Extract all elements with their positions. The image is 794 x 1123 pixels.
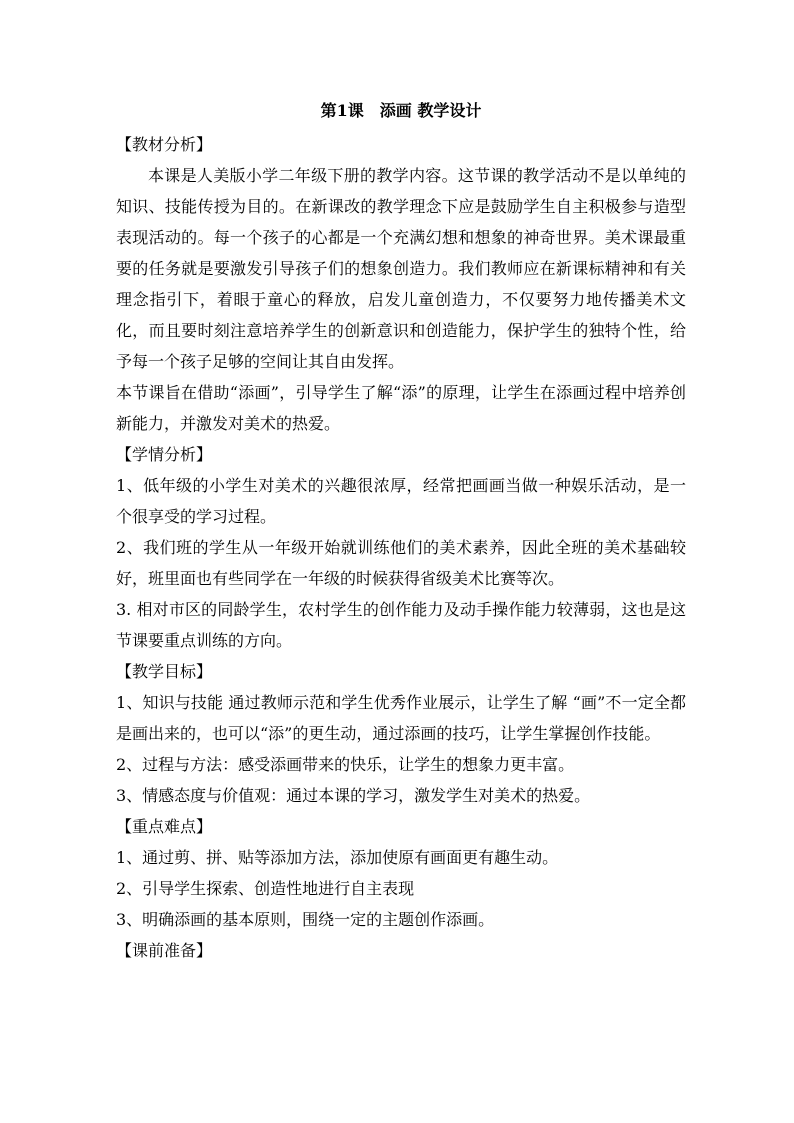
document-page (116, 96, 686, 966)
section-teaching-objectives (116, 656, 686, 811)
section-heading: 【课前准备】 (116, 941, 213, 960)
paragraph: 3、明确添画的基本原则，围绕一定的主题创作添画。 (116, 910, 495, 929)
paragraph: 3. 相对市区的同龄学生，农村学生的创作能力及动手操作能力较薄弱，这也是这节课要重点训练的方向。 (116, 600, 686, 650)
paragraph: 本节课旨在借助“添画”，引导学生了解“添”的原理，让学生在添画过程中培养创新能力，并激发对美术的热爱。 (116, 383, 686, 433)
section-heading: 【教材分析】 (116, 135, 213, 154)
paragraph: 1、知识与技能 通过教师示范和学生优秀作业展示，让学生了解 “画”不一定全都是画出来的，也可以“添”的更生动，通过添画的技巧，让学生掌握创作技能。 (116, 693, 686, 743)
section-key-points (116, 811, 686, 935)
paragraph: 2、引导学生探索、创造性地进行自主表现 (116, 879, 415, 898)
paragraph: 1、低年级的小学生对美术的兴趣很浓厚，经常把画画当做一种娱乐活动，是一个很享受的学习过程。 (116, 476, 686, 526)
section-heading: 【重点难点】 (116, 817, 213, 836)
document-title: 第1课 添画 教学设计 (320, 101, 482, 120)
paragraph: 2、我们班的学生从一年级开始就训练他们的美术素养，因此全班的美术基础较好，班里面也有些同学在一年级的时候获得省级美术比赛等次。 (116, 538, 686, 588)
paragraph: 本课是人美版小学二年级下册的教学内容。这节课的教学活动不是以单纯的知识、技能传授为目的。在新课改的教学理念下应是鼓励学生自主积极参与造型表现活动的。每一个孩子的心都是一个充满幻想和想象的神奇世界。美术课最重要的任务就是要激发引导孩子们的想象创造力。我们教师应在新课标精神和有关理念指引下，着眼于童心的释放，启发儿童创造力，不仅要努力地传播美术文化，而且要时刻注意培养学生的创新意识和创造能力，保护学生的独特个性，给予每一个孩子足够的空间让其自由发挥。 (116, 166, 686, 371)
section-heading: 【学情分析】 (116, 445, 213, 464)
section-textbook-analysis (116, 129, 686, 439)
section-student-analysis (116, 439, 686, 656)
section-heading: 【教学目标】 (116, 662, 213, 681)
section-preparation (116, 935, 686, 966)
paragraph: 1、通过剪、拼、贴等添加方法，添加使原有画面更有趣生动。 (116, 848, 559, 867)
paragraph: 3、情感态度与价值观：通过本课的学习，激发学生对美术的热爱。 (116, 786, 591, 805)
paragraph: 2、过程与方法：感受添画带来的快乐，让学生的想象力更丰富。 (116, 755, 575, 774)
